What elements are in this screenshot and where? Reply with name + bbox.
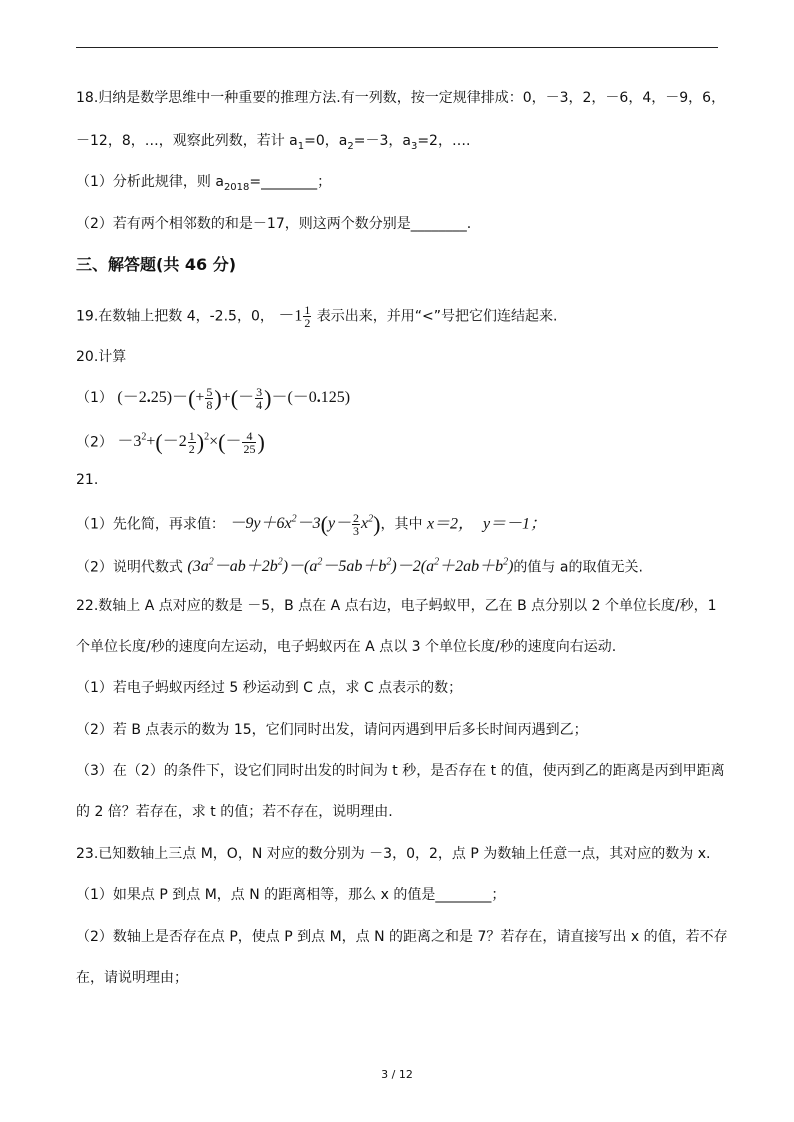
- q18-part2: （2）若有两个相邻数的和是－17，则这两个数分别是________.: [76, 216, 472, 232]
- q23-part2b: 在，请说明理由；: [76, 970, 188, 986]
- header-rule: [76, 47, 718, 48]
- q22-part2: （2）若 B 点表示的数为 15，它们同时出发，请问丙遇到甲后多长时间丙遇到乙；: [76, 722, 588, 738]
- q20-expression-1: (－2.25)－(+ $\frac{5}{8}$ )+(－ $\frac{3}{4}$ )－(－0.125): [117, 385, 351, 412]
- q21-expression-1: $-9y+6x^2-3(y-$ $\frac{2}{3}$ $x^2$): [229, 511, 381, 539]
- q22-part1: （1）若电子蚂蚁丙经过 5 秒运动到 C 点，求 C 点表示的数；: [76, 680, 463, 696]
- q22-line1: 22.数轴上 A 点对应的数是 －5，B 点在 A 点右边，电子蚂蚁甲，乙在 B 点分别以 2 个单位长度/秒，1: [76, 598, 717, 614]
- section-title: 三、解答题(共 46 分): [76, 255, 237, 274]
- page-number: 3 / 12: [381, 1068, 413, 1081]
- q20-expression-2: $-3^2+(-2$ $\frac{1}{2}$ )$^2$×(－ $\frac{4}{25}$ ): [117, 429, 265, 457]
- q21-title: 21.: [76, 472, 99, 488]
- q23-line1: 23.已知数轴上三点 M，O，N 对应的数分别为 －3，0，2，点 P 为数轴上任意一点，其对应的数为 x.: [76, 846, 711, 862]
- q23-part1: （1）如果点 P 到点 M，点 N 的距离相等，那么 x 的值是________；: [76, 887, 506, 903]
- q21-part1: （1）先化简，再求值： $-9y+6x^2-3(y-$ $\frac{2}{3}$ $x^2$)，其中 x＝2， y＝－1；: [76, 511, 547, 539]
- q22-part3b: 的 2 倍？若存在，求 t 的值；若不存在，说明理由.: [76, 804, 393, 820]
- q23-part2a: （2）数轴上是否存在点 P，使点 P 到点 M，点 N 的距离之和是 7？若存在，请直接写出 x 的值，若不存: [76, 929, 728, 945]
- q18-part1: （1）分析此规律，则 $a_{2018}=\_\_\_\_\_\_\_\_$；: [76, 174, 332, 193]
- q20-title: 20.计算: [76, 349, 127, 365]
- q18-line2: －12，8，…，观察此列数，若计 $a_1=0$，$a_2=-3$，$a_3=2$，….: [76, 133, 471, 152]
- q22-line2: 个单位长度/秒的速度向左运动，电子蚂蚁丙在 A 点以 3 个单位长度/秒的速度向右运动.: [76, 639, 617, 655]
- q21-part2: （2）说明代数式 $(3a^2-ab+2b^2)-(a^2-5ab+b^2)-2(a^2+2ab+b^2)$的值与 a的取值无关.: [76, 557, 643, 576]
- q18-line1: 18.归纳是数学思维中一种重要的推理方法.有一列数，按一定规律排成：0，－3，2，－6，4，－9，6，: [76, 90, 726, 106]
- q21-expression-2: $(3a^2-ab+2b^2)-(a^2-5ab+b^2)-2(a^2+2ab+b^2)$: [187, 557, 514, 576]
- q20-part1: （1） (－2.25)－(+ $\frac{5}{8}$ )+(－ $\frac{3}{4}$ )－(－0.125): [76, 385, 351, 412]
- q20-part2: $(2) -3^2+(-2$ $\frac{1}{2}$ )$^2$×(－ $\frac{4}{25}$ ): [76, 429, 265, 457]
- q22-part3a: （3）在（2）的条件下，设它们同时出发的时间为 t 秒，是否存在 t 的值，使丙到乙的距离是丙到甲距离: [76, 763, 725, 779]
- q19-fraction: $\frac{1}{2}$: [304, 303, 311, 330]
- q19-line: 19.在数轴上把数 4，-2.5，0， －1 $\frac{1}{2}$ 表示出来，并用“<”号把它们连结起来.: [76, 303, 558, 330]
